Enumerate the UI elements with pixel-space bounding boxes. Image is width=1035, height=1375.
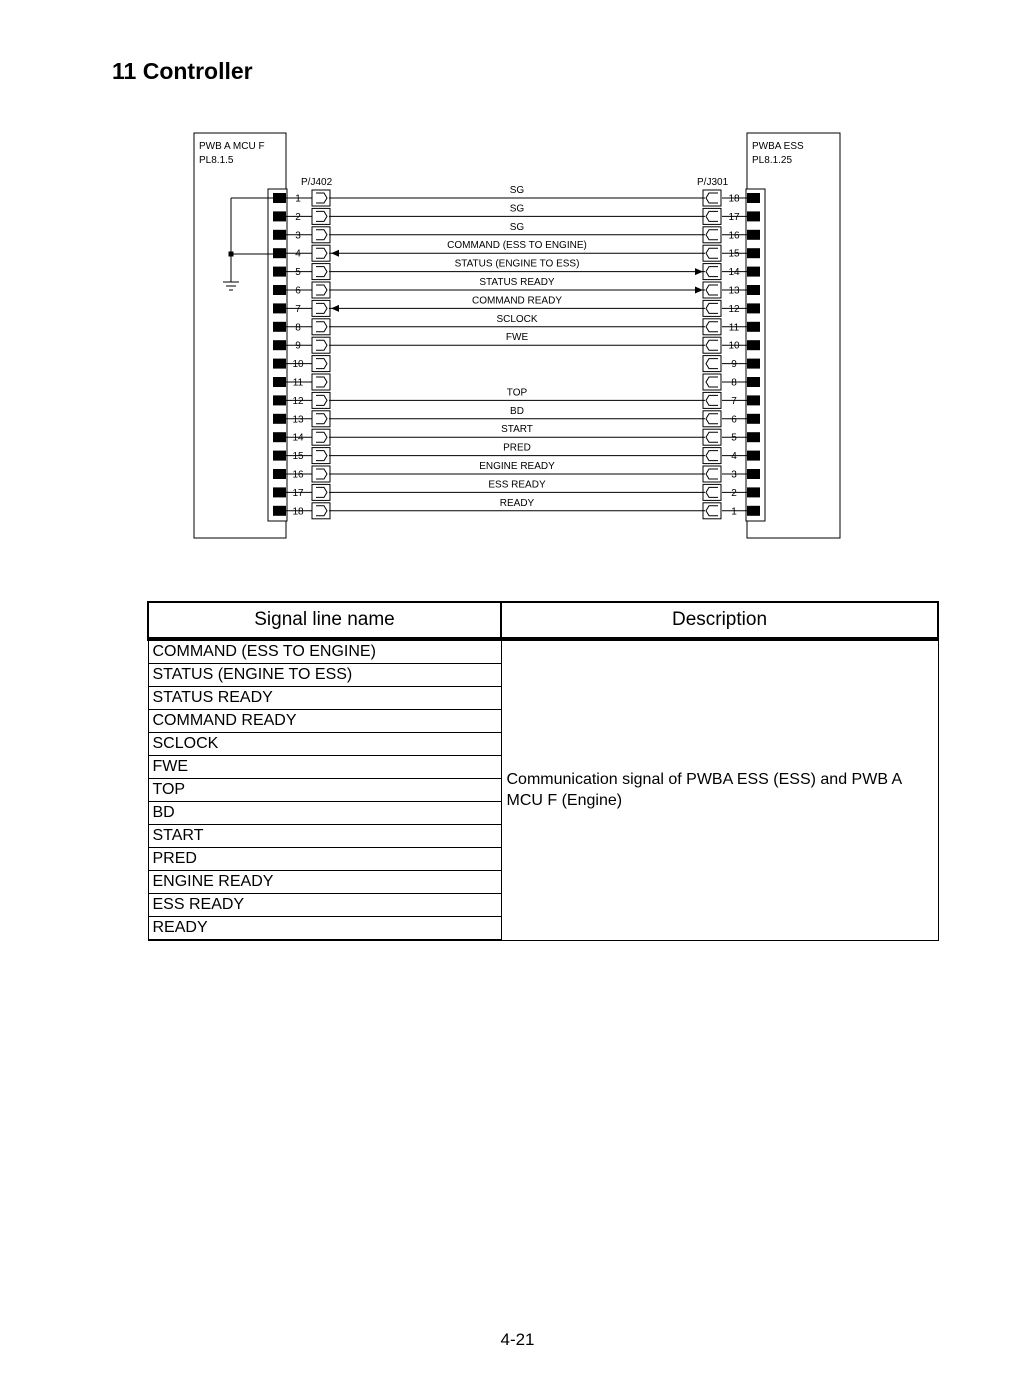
signal-label: SG <box>509 221 525 233</box>
ground-icon <box>223 282 239 290</box>
signal-wire-6 <box>329 277 705 294</box>
left-pin-number: 10 <box>292 359 304 371</box>
signal-label: STATUS (ENGINE TO ESS) <box>454 258 580 270</box>
signal-label: SG <box>509 185 525 196</box>
signal-wire-2 <box>329 203 705 216</box>
arrow-left-icon <box>331 305 339 312</box>
page-number: 4-21 <box>500 1330 535 1349</box>
left-pin-number: 11 <box>292 377 304 389</box>
left-pin-number: 16 <box>292 469 304 481</box>
header-signal-line-name: Signal line name <box>148 602 501 639</box>
signal-wire-18 <box>329 498 705 511</box>
right-pin-number: 5 <box>731 432 737 444</box>
signal-label: COMMAND (ESS TO ENGINE) <box>447 240 587 252</box>
signal-wire-14 <box>329 424 705 437</box>
signal-label: COMMAND READY <box>471 295 563 307</box>
signal-name-cell: BD <box>148 802 501 825</box>
right-board-ref: PL8.1.25 <box>752 155 793 166</box>
signal-name-cell: ENGINE READY <box>148 871 501 894</box>
right-pin-number: 8 <box>731 377 737 389</box>
left-pin-number: 4 <box>295 248 301 260</box>
left-pin-number: 2 <box>295 211 301 223</box>
signal-label: READY <box>499 497 535 509</box>
left-pin-number: 18 <box>292 506 304 518</box>
description-cell: Communication signal of PWBA ESS (ESS) and PWB A MCU F (Engine) <box>501 639 938 940</box>
arrow-right-icon <box>695 268 703 275</box>
right-pin-number: 7 <box>731 395 737 407</box>
arrow-left-icon <box>331 250 339 257</box>
right-pin-number: 2 <box>731 487 737 499</box>
signal-name-cell: PRED <box>148 848 501 871</box>
table-header-row <box>148 602 938 639</box>
left-pin-number: 1 <box>295 193 301 205</box>
table-row <box>148 639 938 664</box>
right-board-name: PWBA ESS <box>752 141 804 152</box>
signal-label: ESS READY <box>488 479 546 491</box>
left-pin-number: 15 <box>292 451 304 463</box>
left-pin-number: 12 <box>292 395 304 407</box>
signal-wire-3 <box>329 222 705 235</box>
left-pin-number: 8 <box>295 322 301 334</box>
signal-wire-1 <box>329 185 705 198</box>
signal-label: SG <box>509 203 525 215</box>
left-pin-number: 3 <box>295 230 301 242</box>
right-pin-number: 9 <box>731 359 737 371</box>
signal-label: SCLOCK <box>496 313 538 325</box>
right-pin-number: 16 <box>728 230 740 242</box>
right-pin-number: 1 <box>731 506 737 518</box>
right-pin-number: 10 <box>728 340 740 352</box>
signal-wire-13 <box>329 406 705 419</box>
signal-wire-15 <box>329 443 705 456</box>
left-pin-number: 6 <box>295 285 301 297</box>
left-pin-number: 5 <box>295 267 301 279</box>
left-pin-number: 9 <box>295 340 301 352</box>
signal-name-cell: SCLOCK <box>148 733 501 756</box>
arrow-right-icon <box>695 287 703 294</box>
signal-wire-4 <box>329 240 705 257</box>
signal-label: PRED <box>503 442 531 454</box>
signal-label: TOP <box>506 387 528 399</box>
signal-table <box>147 601 939 941</box>
left-connector-label: P/J402 <box>301 177 333 188</box>
section-title: 11 Controller <box>112 58 253 84</box>
signal-wire-8 <box>329 314 705 327</box>
right-pin-number: 12 <box>728 303 740 315</box>
signal-label: FWE <box>505 332 529 344</box>
signal-name-cell: STATUS READY <box>148 687 501 710</box>
right-connector-label: P/J301 <box>697 177 729 188</box>
signal-name-cell: STATUS (ENGINE TO ESS) <box>148 664 501 687</box>
signal-name-cell: COMMAND (ESS TO ENGINE) <box>148 639 501 664</box>
left-pin-number: 17 <box>292 487 304 499</box>
left-pin-number: 14 <box>292 432 304 444</box>
right-pin-number: 11 <box>728 322 740 334</box>
right-pin-number: 4 <box>731 451 737 463</box>
right-pin-number: 6 <box>731 414 737 426</box>
signal-name-cell: ESS READY <box>148 894 501 917</box>
right-pin-number: 15 <box>728 248 740 260</box>
signal-name-cell: START <box>148 825 501 848</box>
left-pin-number: 7 <box>295 303 301 315</box>
signal-name-cell: TOP <box>148 779 501 802</box>
right-pin-number: 14 <box>728 267 740 279</box>
signal-label: STATUS READY <box>479 277 555 288</box>
signal-wire-5 <box>329 259 705 276</box>
signal-wire-12 <box>329 387 705 400</box>
signal-name-cell: READY <box>148 917 501 941</box>
left-board-ref: PL8.1.5 <box>199 155 234 166</box>
signal-wire-16 <box>329 461 705 474</box>
left-board-name: PWB A MCU F <box>199 141 265 152</box>
right-pin-number: 18 <box>728 193 740 205</box>
signal-name-cell: COMMAND READY <box>148 710 501 733</box>
signal-name-cell: FWE <box>148 756 501 779</box>
right-pin-number: 13 <box>728 285 740 297</box>
signal-label: START <box>501 424 533 436</box>
right-pin-number: 17 <box>728 211 740 223</box>
header-description: Description <box>501 602 938 639</box>
signal-wire-7 <box>329 295 705 312</box>
signal-label: BD <box>510 405 524 417</box>
wiring-diagram <box>0 0 1035 560</box>
left-pin-number: 13 <box>292 414 304 426</box>
right-pin-number: 3 <box>731 469 737 481</box>
signal-wire-9 <box>329 332 705 345</box>
signal-label: ENGINE READY <box>479 461 555 472</box>
signal-wire-17 <box>329 479 705 492</box>
